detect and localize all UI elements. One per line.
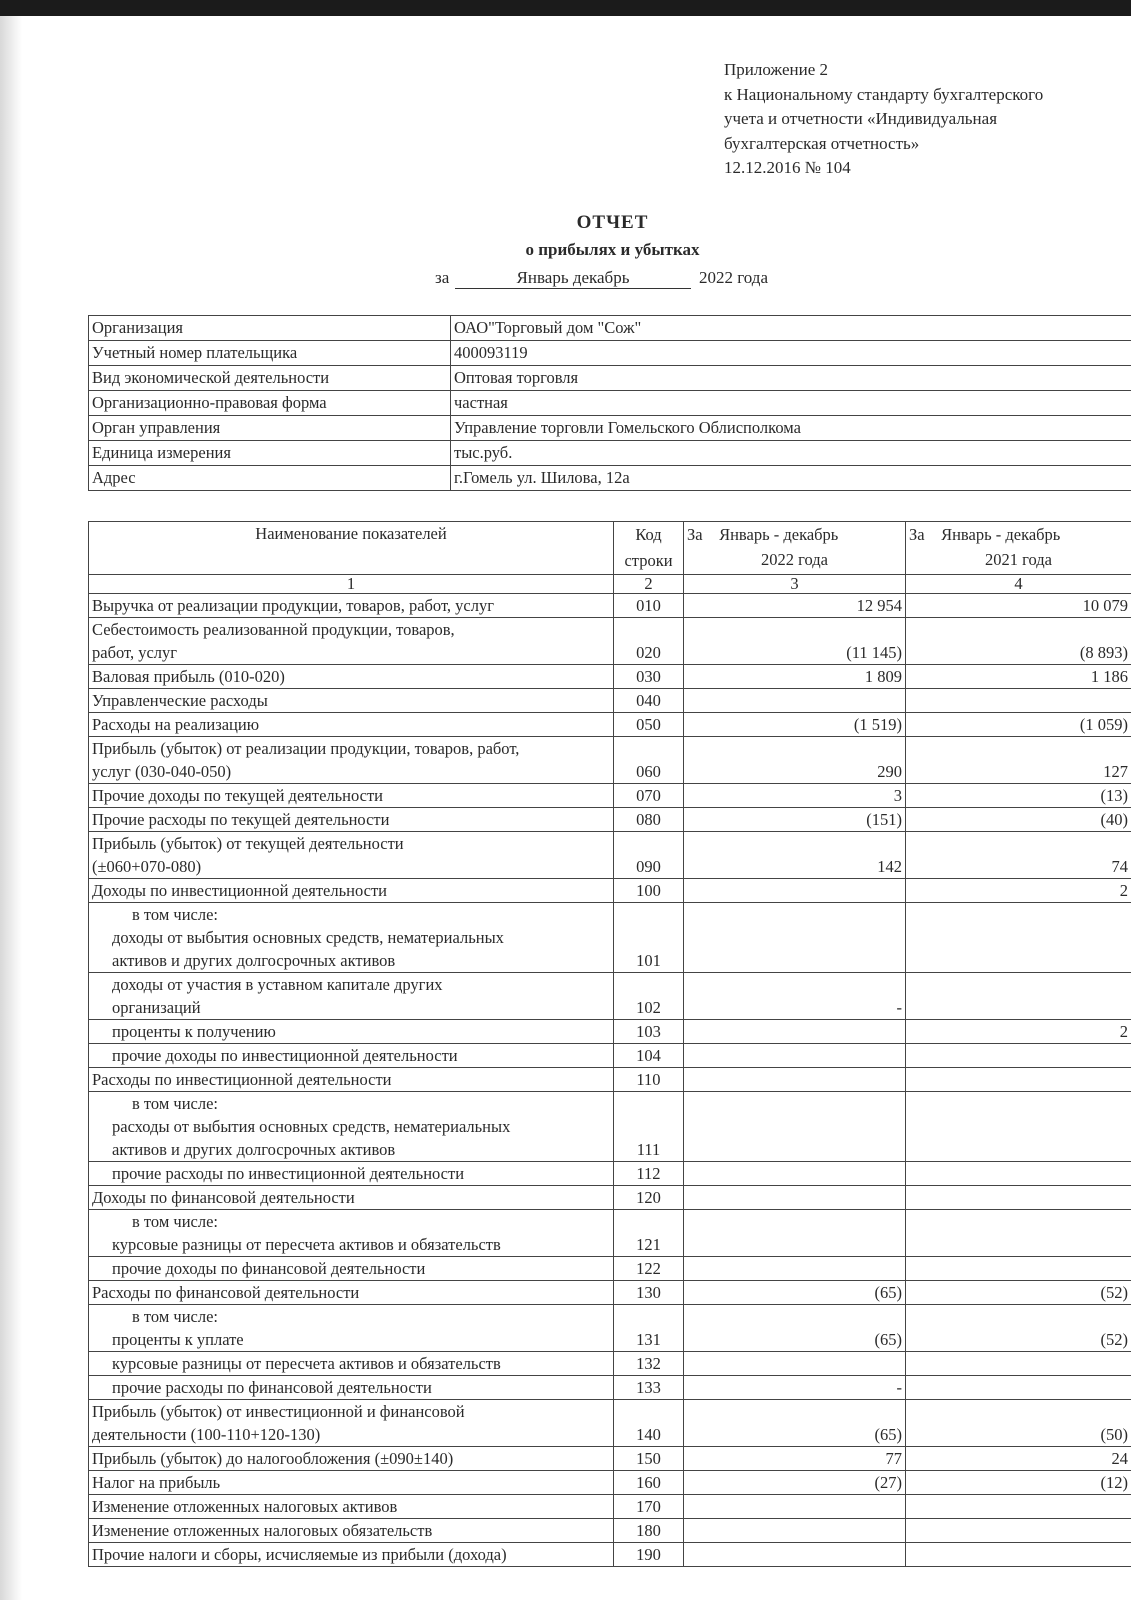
row-label-line: курсовые разницы от пересчета активов и обязательств [112, 1235, 501, 1254]
period-value: Январь декабрь [455, 268, 691, 289]
row-value-2022 [684, 1210, 906, 1257]
row-label-line: в том числе: [132, 1307, 219, 1326]
row-code: 130 [614, 1281, 684, 1305]
table-row [89, 1400, 1131, 1447]
info-value: 400093119 [451, 341, 1131, 366]
row-label-line: Прочие доходы по текущей деятельности [92, 786, 384, 805]
report-subtitle: о прибылях и убытках [525, 240, 700, 259]
row-value-2021: (8 893) [906, 618, 1131, 665]
row-label-line: услуг (030-040-050) [92, 762, 232, 781]
row-label [89, 1257, 614, 1281]
info-value: тыс.руб. [451, 441, 1131, 466]
row-label [89, 1210, 614, 1257]
table-row [89, 1447, 1131, 1471]
header-current-year: 2022 года [761, 550, 828, 569]
row-label [89, 1495, 614, 1519]
table-header-row [89, 522, 1131, 575]
row-label [89, 1352, 614, 1376]
row-label [89, 808, 614, 832]
info-label: Организация [89, 316, 451, 341]
row-code: 100 [614, 879, 684, 903]
header-previous-prefix: За [909, 525, 925, 544]
row-value-2022 [684, 1543, 906, 1567]
info-row [89, 341, 1131, 366]
table-row [89, 1186, 1131, 1210]
info-value: г.Гомель ул. Шилова, 12а [451, 466, 1131, 491]
row-label-line: (±060+070-080) [92, 857, 202, 876]
row-code: 103 [614, 1020, 684, 1044]
table-row [89, 808, 1131, 832]
appendix-line: учета и отчетности «Индивидуальная [724, 109, 998, 128]
row-value-2022: - [684, 1376, 906, 1400]
row-value-2021: 2 [906, 879, 1131, 903]
row-label [89, 1020, 614, 1044]
row-value-2022: (65) [684, 1305, 906, 1352]
table-row [89, 1044, 1131, 1068]
table-row [89, 1257, 1131, 1281]
row-label-line: работ, услуг [92, 643, 178, 662]
row-value-2021 [906, 689, 1131, 713]
row-value-2021: (52) [906, 1281, 1131, 1305]
row-value-2021 [906, 973, 1131, 1020]
row-label-line: Себестоимость реализованной продукции, товаров, [92, 620, 455, 639]
header-name: Наименование показателей [89, 522, 614, 575]
row-label-line: доходы от выбытия основных средств, нематериальных [112, 928, 504, 947]
row-code: 170 [614, 1495, 684, 1519]
row-code: 160 [614, 1471, 684, 1495]
row-value-2022 [684, 1092, 906, 1162]
row-code: 070 [614, 784, 684, 808]
period-suffix: 2022 года [699, 268, 769, 287]
row-value-2022: (151) [684, 808, 906, 832]
row-label [89, 1447, 614, 1471]
row-label-line: организаций [112, 998, 201, 1017]
row-label [89, 1543, 614, 1567]
table-row [89, 1471, 1131, 1495]
row-label-line: Прибыль (убыток) до налогообложения (±090±140) [92, 1449, 454, 1468]
table-row [89, 1068, 1131, 1092]
row-value-2022 [684, 1257, 906, 1281]
organization-info-table [88, 315, 1131, 491]
row-value-2022: - [684, 973, 906, 1020]
row-label-line: Прибыль (убыток) от текущей деятельности [92, 834, 404, 853]
row-value-2021: (50) [906, 1400, 1131, 1447]
info-label: Единица измерения [89, 441, 451, 466]
row-label [89, 1281, 614, 1305]
info-row [89, 466, 1131, 491]
row-value-2021 [906, 1186, 1131, 1210]
header-previous-year: 2021 года [985, 550, 1052, 569]
row-label [89, 665, 614, 689]
row-value-2022 [684, 879, 906, 903]
row-label [89, 973, 614, 1020]
table-row [89, 784, 1131, 808]
row-label-line: Доходы по финансовой деятельности [92, 1188, 355, 1207]
row-label-line: прочие доходы по инвестиционной деятельности [112, 1046, 458, 1065]
row-value-2022: (65) [684, 1281, 906, 1305]
row-value-2022 [684, 1519, 906, 1543]
row-value-2022 [684, 689, 906, 713]
row-label [89, 903, 614, 973]
table-row [89, 832, 1131, 879]
row-value-2022: 77 [684, 1447, 906, 1471]
row-value-2022 [684, 1162, 906, 1186]
row-value-2021: 10 079 [906, 594, 1131, 618]
row-code: 180 [614, 1519, 684, 1543]
row-label-line: Прочие расходы по текущей деятельности [92, 810, 390, 829]
row-label [89, 594, 614, 618]
appendix-line: Приложение 2 [724, 60, 828, 79]
row-code: 132 [614, 1352, 684, 1376]
row-value-2021: (40) [906, 808, 1131, 832]
row-label [89, 713, 614, 737]
row-code: 190 [614, 1543, 684, 1567]
report-period [435, 268, 768, 289]
row-code: 020 [614, 618, 684, 665]
table-row [89, 594, 1131, 618]
table-row [89, 1495, 1131, 1519]
row-value-2022: 1 809 [684, 665, 906, 689]
row-label-line: Изменение отложенных налоговых обязательств [92, 1521, 433, 1540]
table-row [89, 1352, 1131, 1376]
row-label-line: Управленческие расходы [92, 691, 268, 710]
table-row [89, 665, 1131, 689]
table-row [89, 713, 1131, 737]
row-value-2022 [684, 1495, 906, 1519]
row-code: 140 [614, 1400, 684, 1447]
row-label-line: проценты к уплате [112, 1330, 244, 1349]
row-label [89, 1519, 614, 1543]
row-label-line: активов и других долгосрочных активов [112, 1140, 396, 1159]
row-value-2022: (1 519) [684, 713, 906, 737]
row-label-line: Расходы по финансовой деятельности [92, 1283, 360, 1302]
row-code: 104 [614, 1044, 684, 1068]
row-value-2021: (13) [906, 784, 1131, 808]
info-row [89, 416, 1131, 441]
row-label-line: в том числе: [132, 1094, 219, 1113]
table-row [89, 618, 1131, 665]
row-label-line: Доходы по инвестиционной деятельности [92, 881, 387, 900]
row-label [89, 1305, 614, 1352]
header-previous [906, 522, 1131, 575]
table-row [89, 903, 1131, 973]
row-label [89, 1092, 614, 1162]
row-value-2022 [684, 1020, 906, 1044]
row-code: 102 [614, 973, 684, 1020]
row-label [89, 832, 614, 879]
info-label: Организационно-правовая форма [89, 391, 451, 416]
info-label: Адрес [89, 466, 451, 491]
info-value: ОАО"Торговый дом "Сож" [451, 316, 1131, 341]
row-label-line: расходы от выбытия основных средств, нематериальных [112, 1117, 511, 1136]
row-value-2022: (27) [684, 1471, 906, 1495]
appendix-line: к Национальному стандарту бухгалтерского [724, 84, 1044, 104]
table-row [89, 1020, 1131, 1044]
appendix-line: 12.12.2016 № 104 [724, 158, 851, 177]
header-current-period: Январь - декабрь [719, 525, 839, 544]
row-label-line: проценты к получению [112, 1022, 276, 1041]
info-value: Оптовая торговля [451, 366, 1131, 391]
row-value-2021 [906, 1068, 1131, 1092]
row-label-line: Валовая прибыль (010-020) [92, 667, 285, 686]
row-label-line: прочие доходы по финансовой деятельности [112, 1259, 426, 1278]
row-value-2021 [906, 1352, 1131, 1376]
row-code: 122 [614, 1257, 684, 1281]
row-value-2021: (52) [906, 1305, 1131, 1352]
row-label [89, 618, 614, 665]
row-label-line: Расходы по инвестиционной деятельности [92, 1070, 392, 1089]
table-row [89, 1543, 1131, 1567]
row-value-2021 [906, 1092, 1131, 1162]
row-value-2021 [906, 1495, 1131, 1519]
appendix-line: бухгалтерская отчетность» [724, 133, 920, 153]
report-subtitle-wrap [0, 240, 1131, 260]
row-code: 111 [614, 1092, 684, 1162]
row-label-line: в том числе: [132, 1212, 219, 1231]
row-value-2021 [906, 1162, 1131, 1186]
row-code: 101 [614, 903, 684, 973]
row-label [89, 1068, 614, 1092]
row-label-line: Прибыль (убыток) от инвестиционной и финансовой [92, 1402, 465, 1421]
table-row [89, 1376, 1131, 1400]
row-label-line: Прибыль (убыток) от реализации продукции, товаров, работ, [92, 739, 520, 758]
row-label [89, 689, 614, 713]
row-label-line: деятельности (100-110+120-130) [92, 1425, 321, 1444]
row-code: 112 [614, 1162, 684, 1186]
row-label [89, 737, 614, 784]
row-code: 121 [614, 1210, 684, 1257]
row-value-2021: (12) [906, 1471, 1131, 1495]
row-value-2021: 24 [906, 1447, 1131, 1471]
row-label [89, 784, 614, 808]
table-row [89, 879, 1131, 903]
header-code: Код строки [614, 522, 684, 575]
table-row [89, 1092, 1131, 1162]
row-label [89, 1186, 614, 1210]
row-value-2022 [684, 1068, 906, 1092]
row-value-2022 [684, 903, 906, 973]
row-code: 133 [614, 1376, 684, 1400]
info-value: частная [451, 391, 1131, 416]
row-label [89, 1162, 614, 1186]
column-number: 4 [906, 575, 1131, 594]
row-code: 030 [614, 665, 684, 689]
row-label-line: Прочие налоги и сборы, исчисляемые из прибыли (дохода) [92, 1545, 507, 1564]
row-value-2021 [906, 1257, 1131, 1281]
period-prefix: за [435, 268, 450, 287]
row-value-2021 [906, 1519, 1131, 1543]
row-value-2022: (65) [684, 1400, 906, 1447]
header-previous-period: Январь - декабрь [941, 525, 1061, 544]
table-row [89, 1162, 1131, 1186]
row-label [89, 1400, 614, 1447]
row-code: 110 [614, 1068, 684, 1092]
row-label-line: Изменение отложенных налоговых активов [92, 1497, 398, 1516]
row-value-2022: 142 [684, 832, 906, 879]
row-label [89, 879, 614, 903]
table-row [89, 1281, 1131, 1305]
info-label: Вид экономической деятельности [89, 366, 451, 391]
row-value-2021: 2 [906, 1020, 1131, 1044]
table-row [89, 1305, 1131, 1352]
row-label-line: Налог на прибыль [92, 1473, 221, 1492]
row-code: 080 [614, 808, 684, 832]
table-row [89, 1519, 1131, 1543]
appendix-note [724, 58, 1043, 181]
row-value-2021: 1 186 [906, 665, 1131, 689]
table-row [89, 737, 1131, 784]
row-value-2022: (11 145) [684, 618, 906, 665]
row-code: 010 [614, 594, 684, 618]
row-code: 150 [614, 1447, 684, 1471]
row-value-2021 [906, 1376, 1131, 1400]
row-value-2021 [906, 1044, 1131, 1068]
row-code: 050 [614, 713, 684, 737]
row-value-2022 [684, 1352, 906, 1376]
info-row [89, 366, 1131, 391]
info-value: Управление торговли Гомельского Облисполкома [451, 416, 1131, 441]
report-title: ОТЧЕТ [576, 212, 649, 233]
row-value-2021 [906, 903, 1131, 973]
row-label-line: прочие расходы по финансовой деятельности [112, 1378, 432, 1397]
row-value-2022: 290 [684, 737, 906, 784]
table-row [89, 689, 1131, 713]
row-value-2022 [684, 1044, 906, 1068]
info-label: Орган управления [89, 416, 451, 441]
row-code: 060 [614, 737, 684, 784]
table-row [89, 1210, 1131, 1257]
row-code: 131 [614, 1305, 684, 1352]
row-value-2021: (1 059) [906, 713, 1131, 737]
row-value-2021 [906, 1543, 1131, 1567]
row-value-2022: 3 [684, 784, 906, 808]
row-value-2021: 74 [906, 832, 1131, 879]
row-label-line: активов и других долгосрочных активов [112, 951, 396, 970]
row-value-2021 [906, 1210, 1131, 1257]
info-row [89, 391, 1131, 416]
row-value-2022: 12 954 [684, 594, 906, 618]
row-label-line: Выручка от реализации продукции, товаров, работ, услуг [92, 596, 495, 615]
row-value-2022 [684, 1186, 906, 1210]
info-row [89, 441, 1131, 466]
row-label [89, 1376, 614, 1400]
info-label: Учетный номер плательщика [89, 341, 451, 366]
row-code: 120 [614, 1186, 684, 1210]
info-row [89, 316, 1131, 341]
header-current [684, 522, 906, 575]
column-number: 1 [89, 575, 614, 594]
table-row [89, 973, 1131, 1020]
row-label-line: прочие расходы по инвестиционной деятельности [112, 1164, 465, 1183]
row-code: 090 [614, 832, 684, 879]
header-current-prefix: За [687, 525, 703, 544]
scan-top-edge [0, 0, 1131, 16]
column-number: 2 [614, 575, 684, 594]
row-label [89, 1044, 614, 1068]
row-label [89, 1471, 614, 1495]
row-value-2021: 127 [906, 737, 1131, 784]
column-number-row [89, 575, 1131, 594]
report-title-wrap [0, 212, 1131, 234]
column-number: 3 [684, 575, 906, 594]
row-label-line: курсовые разницы от пересчета активов и обязательств [112, 1354, 501, 1373]
profit-loss-table [88, 521, 1131, 1567]
row-label-line: Расходы на реализацию [92, 715, 260, 734]
row-code: 040 [614, 689, 684, 713]
row-label-line: доходы от участия в уставном капитале других [112, 975, 443, 994]
row-label-line: в том числе: [132, 905, 219, 924]
